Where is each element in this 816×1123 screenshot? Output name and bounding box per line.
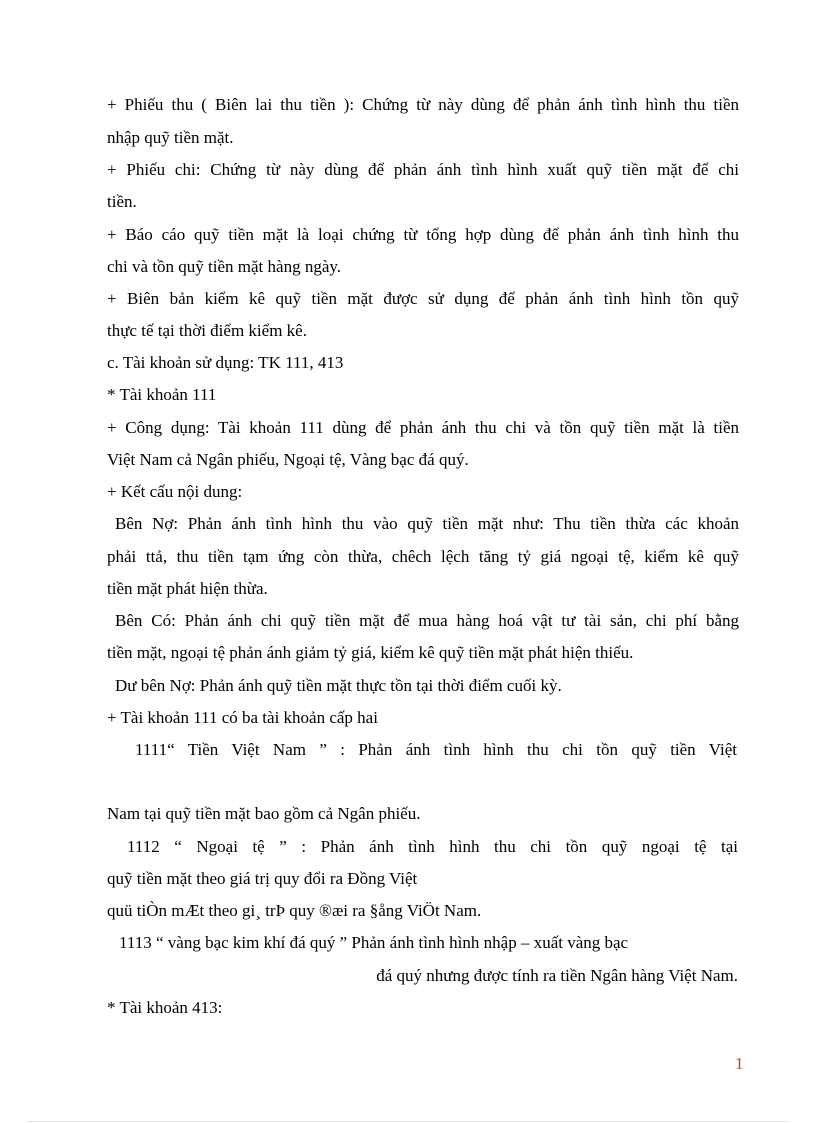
- text-line: quỹ tiền mặt theo giá trị quy đổi ra Đồng Việt: [107, 869, 418, 888]
- text-line: tiền.: [107, 192, 137, 211]
- section-heading: c. Tài khoản sử dụng: TK 111, 413: [107, 353, 344, 372]
- text-line: thực tế tại thời điểm kiểm kê.: [107, 321, 307, 340]
- text-line: Nam tại quỹ tiền mặt bao gồm cả Ngân phiếu.: [107, 804, 421, 823]
- text-line: 1112 “ Ngoại tệ ” : Phản ánh tình hình thu chi tồn quỹ ngoại tệ tại: [127, 837, 738, 856]
- text-line: 1113 “ vàng bạc kim khí đá quý ” Phản ánh tình hình nhập – xuất vàng bạc: [119, 933, 629, 952]
- text-line: Việt Nam cả Ngân phiếu, Ngoại tệ, Vàng bạc đá quý.: [107, 450, 469, 469]
- text-line: + Phiếu thu ( Biên lai thu tiền ): Chứng từ này dùng để phản ánh tình hình thu tiền: [107, 95, 739, 114]
- text-line: phải ttả, thu tiền tạm ứng còn thừa, chêch lệch tăng tỷ giá ngoại tệ, kiểm kê quỹ: [107, 547, 739, 566]
- subsection-heading: * Tài khoản 413:: [107, 998, 223, 1017]
- garbled-text-line: quü tiÒn mÆt theo gi¸ trÞ quy ®æi ra §ång ViÖt Nam.: [107, 901, 482, 920]
- text-line: + Biên bản kiểm kê quỹ tiền mặt được sử dụng để phản ánh tình hình tồn quỹ: [107, 289, 739, 308]
- text-line: tiền mặt, ngoại tệ phản ánh giảm tỷ giá, kiểm kê quỹ tiền mặt phát hiện thiếu.: [107, 643, 634, 662]
- text-line: nhập quỹ tiền mặt.: [107, 128, 234, 147]
- text-line: Bên Nợ: Phản ánh tình hình thu vào quỹ tiền mặt như: Thu tiền thừa các khoản: [115, 514, 739, 533]
- text-line: + Phiếu chi: Chứng từ này dùng để phản ánh tình hình xuất quỹ tiền mặt để chi: [107, 160, 739, 179]
- subsection-heading: * Tài khoản 111: [107, 385, 217, 404]
- text-line: Dư bên Nợ: Phản ánh quỹ tiền mặt thực tồn tại thời điểm cuối kỳ.: [115, 676, 562, 695]
- text-line: + Kết cấu nội dung:: [107, 482, 243, 501]
- text-line: chi và tồn quỹ tiền mặt hàng ngày.: [107, 257, 342, 276]
- text-line: Bên Có: Phản ánh chi quỹ tiền mặt để mua hàng hoá vật tư tài sản, chi phí bằng: [115, 611, 739, 630]
- text-line: + Tài khoản 111 có ba tài khoản cấp hai: [107, 708, 378, 727]
- text-line: đá quý nhưng được tính ra tiền Ngân hàng Việt Nam.: [376, 966, 738, 985]
- text-line: 1111“ Tiền Việt Nam ” : Phản ánh tình hình thu chi tồn quỹ tiền Việt: [135, 740, 737, 759]
- page-bottom-divider: [28, 1121, 788, 1122]
- text-line: + Báo cáo quỹ tiền mặt là loại chứng từ tổng hợp dùng để phản ánh tình hình thu: [107, 225, 739, 244]
- text-line: tiền mặt phát hiện thừa.: [107, 579, 268, 598]
- text-line: + Công dụng: Tài khoản 111 dùng để phản ánh thu chi và tồn quỹ tiền mặt là tiền: [107, 418, 739, 437]
- page-number: 1: [735, 1054, 744, 1073]
